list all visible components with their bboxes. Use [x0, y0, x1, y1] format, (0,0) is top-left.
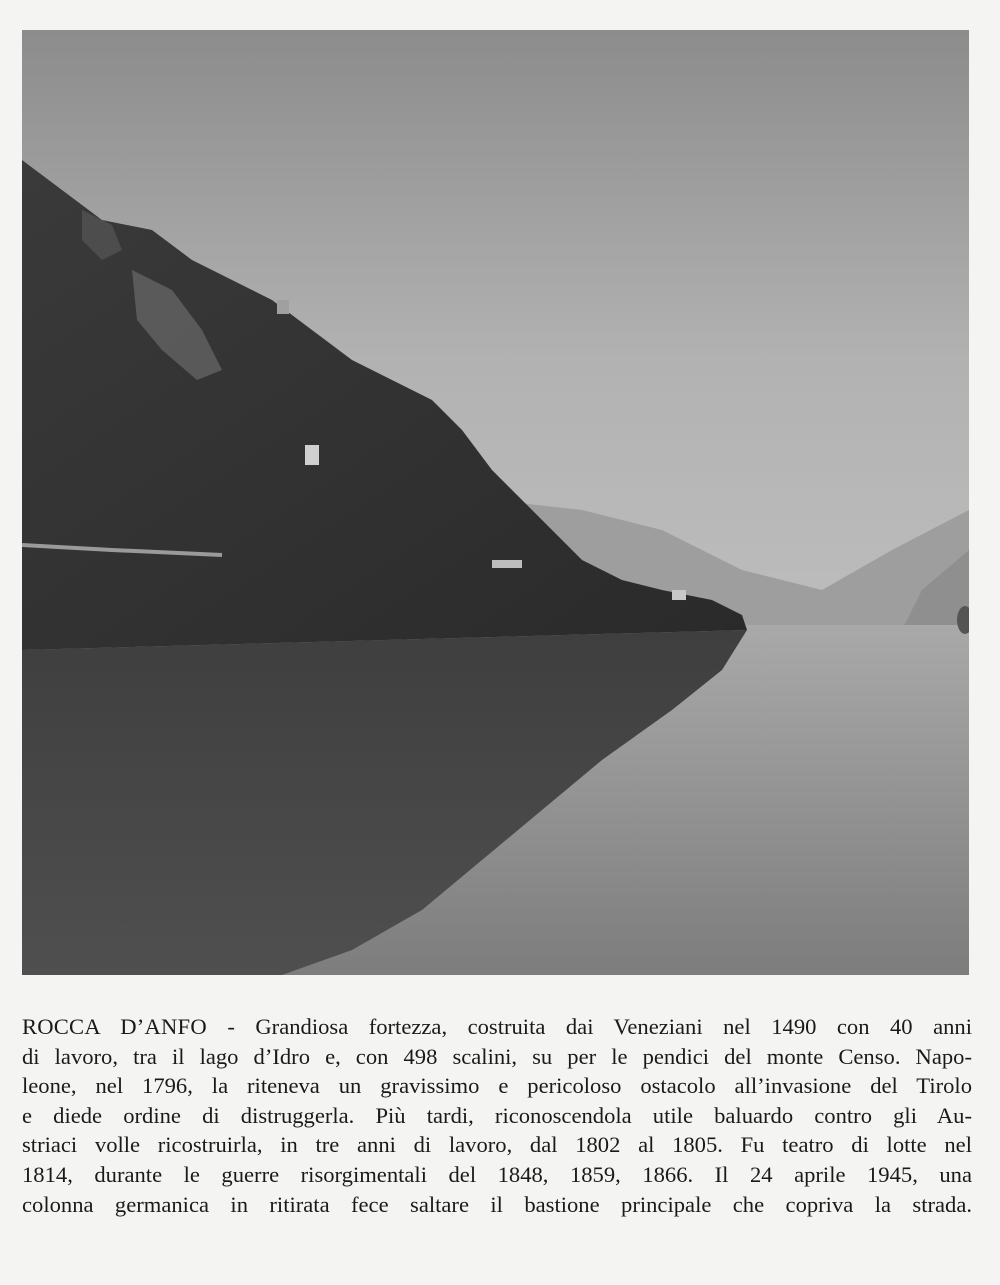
- caption-line-1: [22, 1012, 972, 1042]
- photo-illustration: [22, 30, 969, 975]
- caption-line-2: di lavoro, tra il lago d’Idro e, con 498 scalini, su per le pendici del monte Censo. Napo-: [22, 1043, 972, 1069]
- caption-title: ROCCA D’ANFO: [22, 1014, 207, 1039]
- caption-line-6: 1814, durante le guerre risorgimentali del 1848, 1859, 1866. Il 24 aprile 1945, una: [22, 1161, 972, 1187]
- caption-line-4: e diede ordine di distruggerla. Più tardi, riconoscendola utile baluardo contro gli Au-: [22, 1102, 972, 1128]
- photo-caption: [22, 1012, 972, 1219]
- caption-line-5: striaci volle ricostruirla, in tre anni di lavoro, dal 1802 al 1805. Fu teatro di lotte nel: [22, 1132, 972, 1158]
- caption-line-7: colonna germanica in ritirata fece saltare il bastione principale che copriva la strada.: [22, 1191, 972, 1217]
- caption-line-text: Grandiosa fortezza, costruita dai Veneziani nel 1490 con 40 anni: [255, 1014, 972, 1039]
- caption-separator: -: [206, 1014, 256, 1039]
- lake-fortress-photo: [22, 30, 969, 975]
- caption-line-3: leone, nel 1796, la riteneva un gravissimo e pericoloso ostacolo all’invasione del Tirolo: [22, 1073, 972, 1099]
